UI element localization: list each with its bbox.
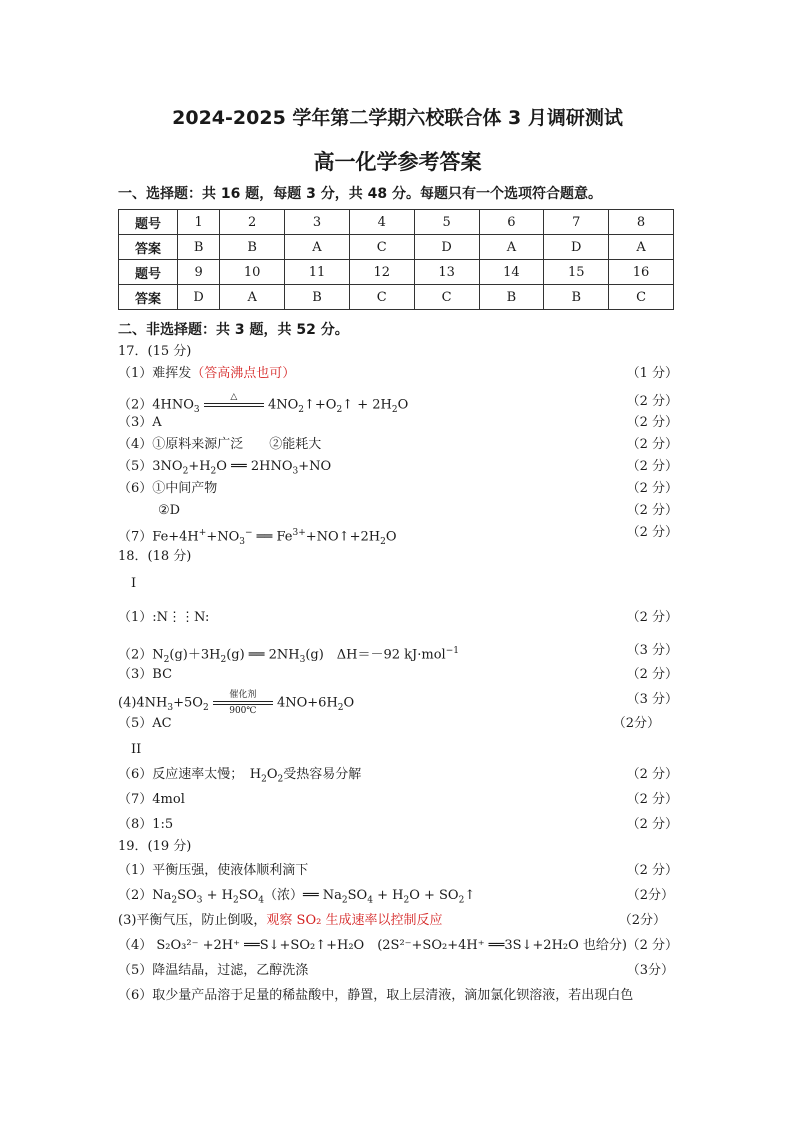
q17-answer-3 — [118, 413, 678, 433]
subscript: 3 — [299, 654, 306, 665]
score: （2 分） — [626, 437, 678, 452]
answer-text: （7）4mol — [118, 792, 185, 807]
q19-answer-5 — [118, 961, 678, 981]
superscript: + — [198, 528, 207, 538]
table-cell: A — [479, 235, 544, 260]
table-cell: A — [609, 235, 674, 260]
table-cell: B — [285, 285, 350, 310]
answer-text: （6）取少量产品溶于足量的稀盐酸中，静置，取上层清液，滴加氯化钡溶液，若出现白色 — [118, 988, 634, 1003]
table-row — [119, 235, 674, 260]
table-header-cell: 题号 — [119, 260, 178, 285]
answer-text: （7）Fe+4H — [118, 529, 199, 545]
table-row — [119, 210, 674, 235]
score: （2 分） — [626, 863, 678, 878]
score: （2分） — [626, 888, 674, 903]
answer-text: +5O — [173, 695, 203, 711]
score: （2 分） — [626, 415, 678, 430]
q18-part-1: I — [131, 576, 137, 591]
score: （1 分） — [626, 366, 678, 381]
answer-text: （6）①中间产物 — [118, 481, 218, 496]
table-cell: 7 — [544, 210, 609, 235]
q18-answer-7 — [118, 790, 678, 810]
answer-text: （2）N — [118, 647, 164, 663]
table-cell: B — [178, 235, 220, 260]
answer-text: +H — [188, 459, 211, 474]
condition-top: 催化剂 — [229, 690, 257, 700]
answer-text: +NO — [206, 529, 240, 545]
score: （2 分） — [626, 792, 678, 807]
subscript: 3 — [167, 703, 174, 714]
subscript: 2 — [391, 405, 398, 416]
answer-text: （1）平衡压强，使液体顺利滴下 — [118, 863, 309, 878]
score: （3分） — [626, 963, 674, 978]
table-cell: B — [479, 285, 544, 310]
table-header-cell: 答案 — [119, 235, 178, 260]
score: （2 分） — [626, 459, 678, 474]
subscript: 2 — [336, 405, 343, 416]
subscript: 2 — [380, 536, 386, 547]
q18-answer-1 — [118, 608, 678, 628]
subscript: 3 — [239, 536, 245, 547]
answer-text: + H — [372, 888, 404, 903]
subscript: 2 — [171, 895, 178, 906]
answer-text: （1）难挥发 — [118, 366, 192, 381]
answer-text: O — [385, 529, 397, 545]
table-header-cell: 答案 — [119, 285, 178, 310]
score: （2分） — [618, 913, 666, 928]
answer-text: 受热容易分解 — [283, 767, 362, 782]
q17-heading: 17．(15 分) — [118, 344, 192, 359]
score: （2分） — [612, 716, 660, 731]
score: （2 分） — [626, 817, 678, 832]
q17-answer-6b — [118, 501, 678, 521]
table-cell: 10 — [220, 260, 285, 285]
q19-answer-6 — [118, 986, 678, 1006]
table-cell: 16 — [609, 260, 674, 285]
table-cell: C — [414, 285, 479, 310]
answer-text: (g)＋3H — [169, 647, 221, 663]
answer-text: SO — [177, 888, 197, 903]
score: （2 分） — [626, 503, 678, 518]
answer-text: （3）BC — [118, 667, 173, 682]
answer-text: （2）Na — [118, 888, 172, 903]
answer-text: （8）1:5 — [118, 817, 174, 832]
score: （2 分） — [626, 938, 678, 953]
score: （2 分） — [626, 767, 678, 782]
table-cell: 5 — [414, 210, 479, 235]
subscript: 2 — [220, 654, 227, 665]
table-cell: C — [609, 285, 674, 310]
table-cell: 2 — [220, 210, 285, 235]
table-cell: C — [349, 235, 414, 260]
answer-text: O — [397, 397, 409, 413]
answer-text: （3）A — [118, 415, 162, 430]
answer-text: （浓）══ Na — [264, 888, 342, 903]
page-title: 2024-2025 学年第二学期六校联合体 3 月调研测试 — [172, 107, 623, 129]
q19-answer-2: $(2)Na_2SO_3 + H_2SO_4$（浓）══ $Na_2SO_4 + H_2O$ + $SO_2↑$ （2分） — [118, 888, 674, 906]
q17-answer-5 — [118, 457, 678, 477]
superscript: −1 — [445, 646, 459, 656]
score: （2 分） — [626, 610, 678, 625]
q19-answer-4 — [118, 936, 678, 956]
condition-top: △ — [230, 392, 238, 402]
table-cell: 13 — [414, 260, 479, 285]
q18-answer-6 — [118, 765, 678, 785]
answer-text: （5）AC — [118, 716, 172, 731]
answer-text: （5）3NO — [118, 459, 183, 474]
subscript: 2 — [298, 405, 304, 416]
answer-text: SO — [238, 888, 259, 903]
subscript: 2 — [210, 466, 217, 477]
subscript: 3 — [292, 466, 299, 477]
answer-text: （5）降温结晶，过滤，乙醇洗涤 — [118, 963, 309, 978]
subscript: 2 — [261, 774, 267, 785]
q17-answer-4 — [118, 435, 678, 455]
table-cell: A — [220, 285, 285, 310]
q18-answer-3 — [118, 665, 678, 685]
q17-answer-2 — [118, 392, 678, 416]
answer-text: 4NO — [267, 397, 299, 413]
table-cell: B — [544, 285, 609, 310]
answer-text: （2）4HNO — [118, 397, 194, 413]
answer-note: 观察 SO₂ 生成速率以控制反应 — [266, 913, 443, 928]
table-cell: 8 — [609, 210, 674, 235]
q18-answer-4 — [118, 690, 678, 716]
q19-heading: 19．(19 分) — [118, 839, 192, 854]
score: （2 分） — [626, 525, 678, 540]
q18-answer-8 — [118, 815, 678, 835]
score: （2 分） — [626, 481, 678, 496]
answer-text: ↑ — [464, 888, 476, 903]
answer-text: （4） S₂O₃²⁻ +2H⁺ ══S↓+SO₂↑+H₂O (2S²⁻+SO₂+4H⁺ ══3S↓+2H₂O 也给分) — [118, 938, 627, 953]
answer-text: + H — [202, 888, 233, 903]
table-cell: B — [220, 235, 285, 260]
answer-text: O + SO — [409, 888, 459, 903]
table-cell: D — [414, 235, 479, 260]
score: （2 分） — [626, 667, 678, 682]
section-2-heading: 二、非选择题：共 3 题，共 52 分。 — [118, 322, 349, 338]
answer-text: （6）反应速率太慢； H — [118, 767, 262, 782]
page-subtitle: 高一化学参考答案 — [313, 150, 482, 174]
answer-text: ══ Fe — [252, 529, 293, 545]
answer-text: ↑+O — [303, 397, 337, 413]
answer-text: (g) ══ 2NH — [226, 647, 300, 663]
answer-text: （1）:N⋮⋮N: — [118, 610, 210, 625]
reaction-condition — [213, 690, 273, 716]
condition-bottom: 900℃ — [229, 706, 257, 716]
subscript: 2 — [232, 895, 239, 906]
table-cell: 12 — [349, 260, 414, 285]
table-cell: 15 — [544, 260, 609, 285]
q17-answer-6 — [118, 479, 678, 499]
q18-answer-2 — [118, 641, 678, 665]
answer-text: SO — [347, 888, 368, 903]
answer-text: O — [343, 695, 355, 711]
table-cell: A — [285, 235, 350, 260]
answer-text: （4）①原料来源广泛 ②能耗大 — [118, 437, 322, 452]
answer-text: ↑ + 2H — [342, 397, 392, 413]
subscript: 2 — [403, 895, 410, 906]
subscript: 2 — [337, 703, 344, 714]
answer-table — [118, 209, 674, 310]
superscript: 3+ — [292, 528, 306, 538]
table-cell: 6 — [479, 210, 544, 235]
table-cell: 4 — [349, 210, 414, 235]
subscript: 2 — [163, 654, 170, 665]
table-row — [119, 285, 674, 310]
answer-note: （答高沸点也可） — [191, 366, 296, 381]
subscript: 3 — [193, 405, 200, 416]
answer-text: O — [266, 767, 278, 782]
subscript: 2 — [341, 895, 348, 906]
table-cell: D — [544, 235, 609, 260]
subscript: 2 — [182, 466, 189, 477]
answer-text: (4)4NH — [118, 695, 168, 711]
table-header-cell: 题号 — [119, 210, 178, 235]
score: （2 分） — [626, 394, 678, 409]
score: （3 分） — [626, 643, 678, 658]
answer-text: O ══ 2HNO — [216, 459, 293, 474]
q18-part-2: II — [131, 742, 142, 757]
q18-heading: 18．(18 分) — [118, 549, 192, 564]
q18-answer-5 — [118, 714, 678, 734]
q19-answer-3 — [118, 911, 678, 931]
subscript: 2 — [277, 774, 284, 785]
table-cell: 9 — [178, 260, 220, 285]
answer-text: +NO↑+2H — [305, 529, 381, 545]
table-cell: C — [349, 285, 414, 310]
q19-answer-1 — [118, 861, 678, 881]
answer-text: (3)平衡气压，防止倒吸， — [118, 913, 267, 928]
subscript: 2 — [202, 703, 209, 714]
table-cell: 3 — [285, 210, 350, 235]
table-row — [119, 260, 674, 285]
section-1-heading: 一、选择题：共 16 题，每题 3 分，共 48 分。每题只有一个选项符合题意。 — [118, 186, 602, 202]
answer-text: (g) ΔH＝－92 kJ·mol — [305, 647, 446, 663]
superscript: − — [245, 528, 253, 538]
subscript: 2 — [458, 895, 465, 906]
table-cell: D — [178, 285, 220, 310]
answer-text: +NO — [298, 459, 332, 474]
score: （3 分） — [626, 692, 678, 707]
subscript: 3 — [196, 895, 203, 906]
q17-answer-7 — [118, 523, 678, 547]
table-cell: 14 — [479, 260, 544, 285]
answer-text: ②D — [158, 503, 181, 518]
table-cell: 1 — [178, 210, 220, 235]
table-cell: 11 — [285, 260, 350, 285]
q17-answer-1 — [118, 364, 678, 384]
answer-text: 4NO+6H — [276, 695, 338, 711]
